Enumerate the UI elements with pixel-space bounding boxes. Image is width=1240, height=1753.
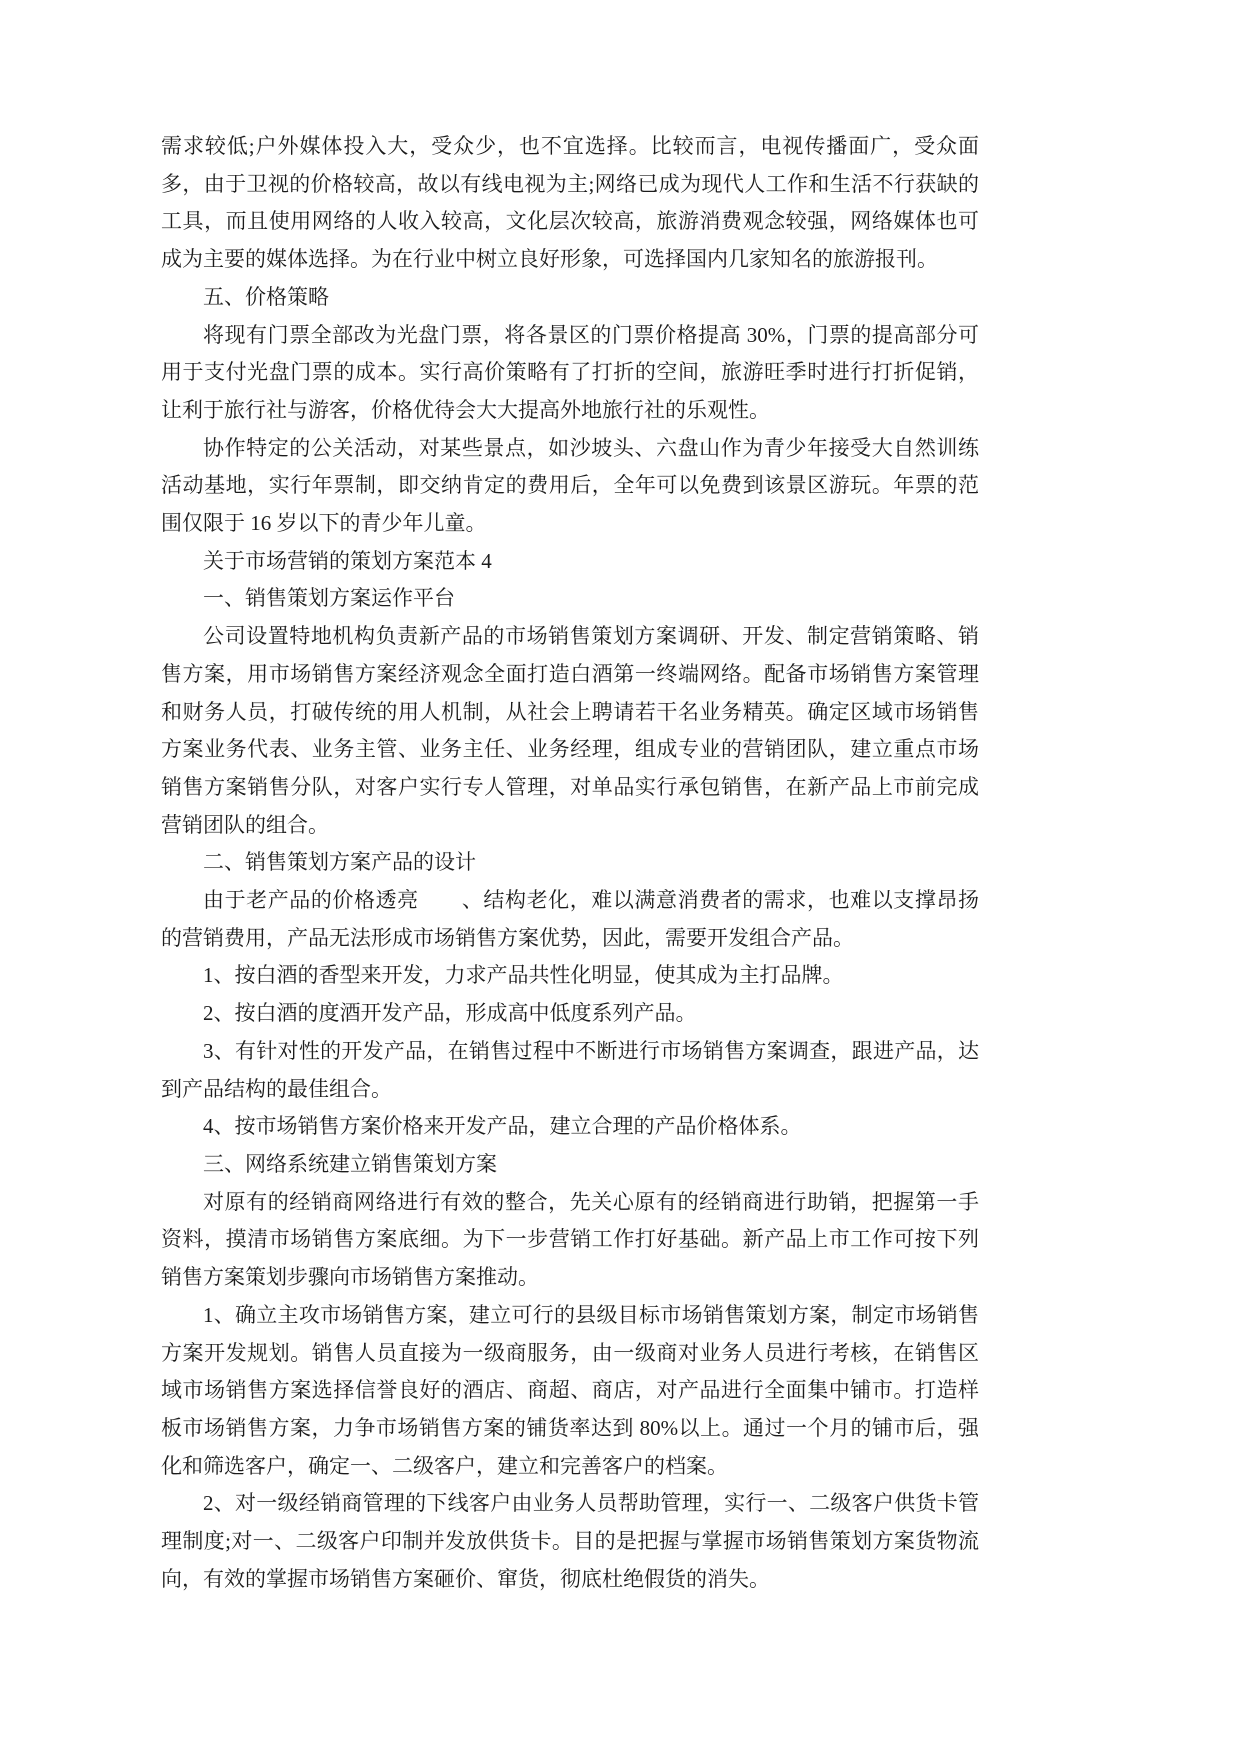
- body-paragraph-15: 对原有的经销商网络进行有效的整合，先关心原有的经销商进行助销，把握第一手资料，摸清市场销售方案底细。为下一步营销工作打好基础。新产品上市工作可按下列销售方案策划步骤向市场销售方案推动。: [161, 1189, 979, 1290]
- body-paragraph-4: 协作特定的公关活动，对某些景点，如沙坡头、六盘山作为青少年接受大自然训练活动基地，实行年票制，即交纳肯定的费用后，全年可以免费到该景区游玩。年票的范围仅限于 16 岁以下的青少年儿童。: [161, 435, 979, 536]
- body-paragraph-7: 公司设置特地机构负责新产品的市场销售策划方案调研、开发、制定营销策略、销售方案，用市场销售方案经济观念全面打造白酒第一终端网络。配备市场销售方案管理和财务人员，打破传统的用人机制，从社会上聘请若干名业务精英。确定区域市场销售方案业务代表、业务主管、业务主任、业务经理，组成专业的营销团队，建立重点市场销售方案销售分队，对客户实行专人管理，对单品实行承包销售，在新产品上市前完成营销团队的组合。: [161, 624, 979, 837]
- body-paragraph-3: 将现有门票全部改为光盘门票，将各景区的门票价格提高 30%，门票的提高部分可用于支付光盘门票的成本。实行高价策略有了打折的空间，旅游旺季时进行打折促销，让利于旅行社与游客，价格优待会大大提高外地旅行社的乐观性。: [161, 322, 979, 422]
- body-paragraph-13: 4、按市场销售方案价格来开发产品，建立合理的产品价格体系。: [203, 1114, 802, 1139]
- body-paragraph-11: 2、按白酒的度酒开发产品，形成高中低度系列产品。: [203, 1001, 697, 1026]
- body-paragraph-1: 需求较低;户外媒体投入大，受众少，也不宜选择。比较而言，电视传播面广，受众面多，由于卫视的价格较高，故以有线电视为主;网络已成为现代人工作和生活不行获缺的工具，而且使用网络的人收入较高，文化层次较高，旅游消费观念较强，网络媒体也可成为主要的媒体选择。为在行业中树立良好形象，可选择国内几家知名的旅游报刊。: [161, 134, 979, 272]
- heading-paragraph-5: 关于市场营销的策划方案范本 4: [203, 548, 492, 573]
- document-content: [161, 128, 979, 1598]
- body-paragraph-16: 1、确立主攻市场销售方案，建立可行的县级目标市场销售策划方案，制定市场销售方案开发规划。销售人员直接为一级商服务，由一级商对业务人员进行考核，在销售区域市场销售方案选择信誉良好的酒店、商超、商店，对产品进行全面集中铺市。打造样板市场销售方案，力争市场销售方案的铺货率达到 80%以上。通过一个月的铺市后，强化和筛选客户，确定一、二级客户，建立和完善客户的档案。: [161, 1302, 979, 1478]
- body-paragraph-10: 1、按白酒的香型来开发，力求产品共性化明显，使其成为主打品牌。: [203, 963, 844, 988]
- body-paragraph-17: 2、对一级经销商管理的下线客户由业务人员帮助管理，实行一、二级客户供货卡管理制度;对一、二级客户印制并发放供货卡。目的是把握与掌握市场销售策划方案货物流向，有效的掌握市场销售方案砸价、窜货，彻底杜绝假货的消失。: [161, 1491, 979, 1591]
- heading-paragraph-14: 三、网络系统建立销售策划方案: [203, 1151, 497, 1176]
- heading-paragraph-6: 一、销售策划方案运作平台: [203, 586, 455, 611]
- body-paragraph-9: 由于老产品的价格透亮 、结构老化，难以满意消费者的需求，也难以支撑昂扬的营销费用，产品无法形成市场销售方案优势，因此，需要开发组合产品。: [161, 888, 979, 950]
- body-paragraph-12: 3、有针对性的开发产品，在销售过程中不断进行市场销售方案调查，跟进产品，达到产品结构的最佳组合。: [161, 1038, 979, 1101]
- heading-paragraph-2: 五、价格策略: [203, 284, 329, 309]
- heading-paragraph-8: 二、销售策划方案产品的设计: [203, 850, 476, 875]
